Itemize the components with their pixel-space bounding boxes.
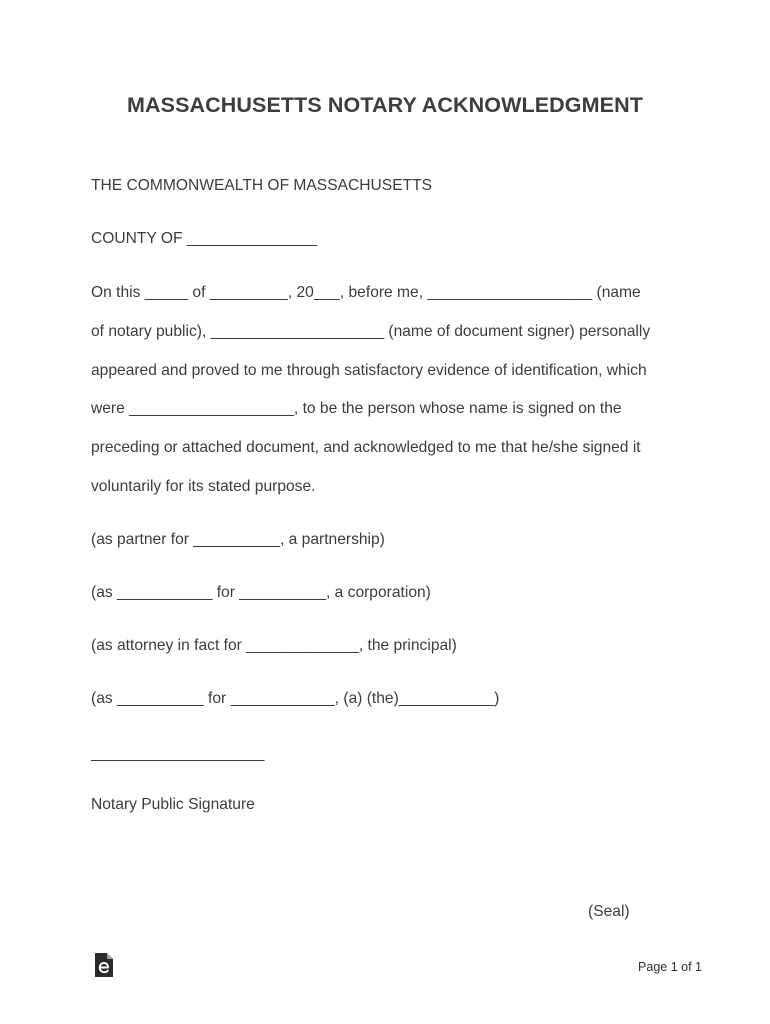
capacity-attorney-line: (as attorney in fact for _____________, the principal) [91,637,457,654]
page-number: Page 1 of 1 [638,960,702,974]
paragraph-line-5: preceding or attached document, and acknowledged to me that he/she signed it [91,439,641,456]
state-line: THE COMMONWEALTH OF MASSACHUSETTS [91,177,433,194]
signature-label: Notary Public Signature [91,796,255,813]
paragraph-line-3: appeared and proved to me through satisfactory evidence of identification, which [91,362,647,379]
document-title: MASSACHUSETTS NOTARY ACKNOWLEDGMENT [127,93,643,117]
signature-line: ____________________ [91,745,265,762]
paragraph-line-2: of notary public), ____________________ (name of document signer) personally [91,323,651,340]
capacity-other-line: (as __________ for ____________, (a) (the)___________) [91,690,500,707]
capacity-partner-line: (as partner for __________, a partnership) [91,531,385,548]
paragraph-line-4: were ___________________, to be the person whose name is signed on the [91,400,622,417]
seal-label: (Seal) [588,903,630,920]
capacity-corporation-line: (as ___________ for __________, a corporation) [91,584,431,601]
county-line: COUNTY OF _______________ [91,230,317,247]
paragraph-line-6: voluntarily for its stated purpose. [91,478,316,495]
paragraph-line-1: On this _____ of _________, 20___, before me, ___________________ (name [91,284,641,301]
esign-logo-icon [94,952,114,978]
